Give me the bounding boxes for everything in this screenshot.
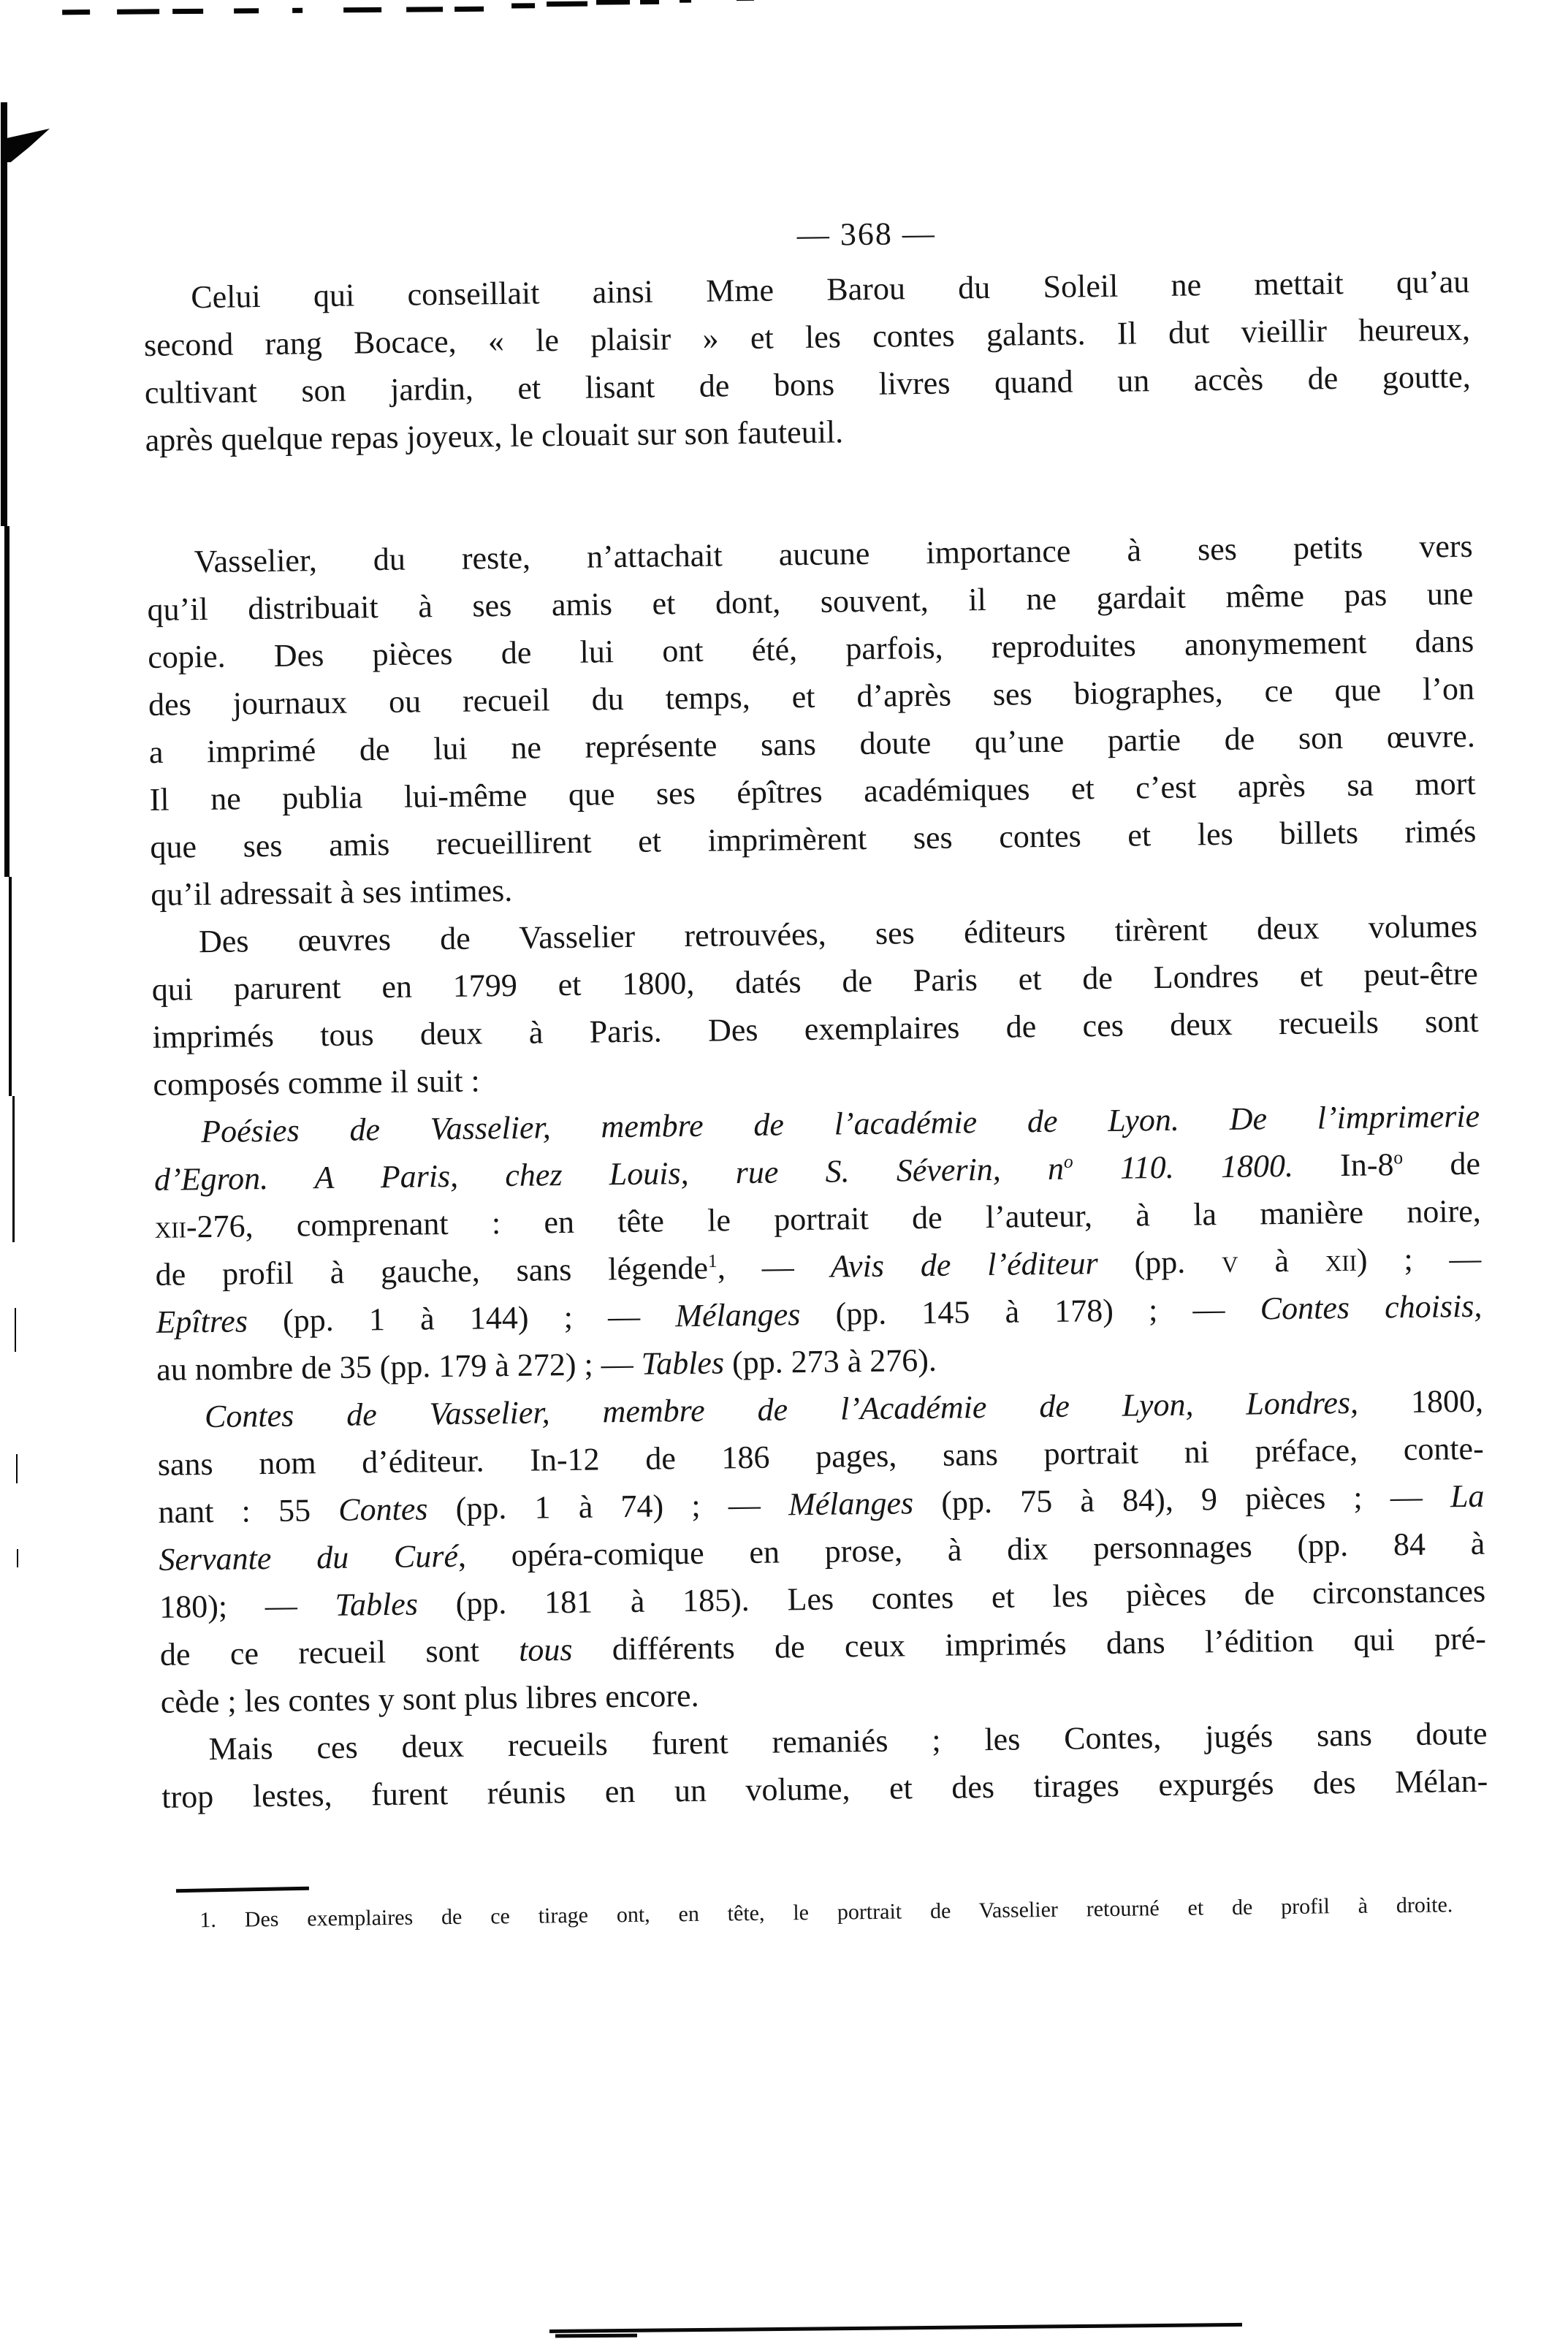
scan-artifact-dash bbox=[406, 7, 443, 12]
text-run: -276, comprenant : en tête le portrait de l’auteur, à la manière noire, bbox=[186, 1193, 1482, 1245]
text-run: Epîtres bbox=[156, 1303, 248, 1340]
text-run: nant : 55 bbox=[158, 1491, 339, 1530]
text-run: v bbox=[1221, 1243, 1238, 1280]
text-run: à bbox=[1238, 1242, 1326, 1279]
text-run: cède ; les contes y sont plus libres encore. bbox=[160, 1677, 699, 1720]
scan-artifact-dash bbox=[454, 7, 484, 12]
text-run: Tables bbox=[641, 1345, 725, 1382]
scan-artifact-left-dash bbox=[16, 1454, 18, 1483]
text-run: xii bbox=[1325, 1241, 1358, 1279]
scan-artifact-top-dashes bbox=[0, 0, 1568, 29]
paragraph bbox=[151, 902, 1480, 1108]
scan-artifact-left-line bbox=[9, 877, 12, 1096]
text-run: après quelque repas joyeux, le clouait sur son fauteuil. bbox=[145, 414, 844, 458]
scan-artifact-dash bbox=[547, 1, 587, 7]
scan-artifact-left-line bbox=[1, 102, 7, 526]
text-run: de ce recueil sont bbox=[159, 1632, 520, 1673]
text-run: , opéra-comique en prose, à dix personnages (pp. 84 à bbox=[457, 1525, 1485, 1574]
footnote-rule bbox=[176, 1887, 309, 1893]
text-run: Des œuvres de Vasselier retrouvées, ses éditeurs tirèrent deux volumes bbox=[198, 908, 1478, 960]
text-run: Mélanges bbox=[674, 1296, 801, 1334]
scan-artifact-dash bbox=[596, 0, 630, 5]
text-run: Poésies de Vasselier, membre de l’académie de Lyon. De l’imprimerie bbox=[200, 1098, 1480, 1150]
text-run: composés comme il suit : bbox=[153, 1062, 481, 1103]
text-run: cultivant son jardin, et lisant de bons livres quand un accès de goutte, bbox=[144, 358, 1472, 411]
scan-artifact-dash bbox=[234, 8, 259, 13]
text-run: qu’il distribuait à ses amis et dont, souvent, il ne gardait même pas une bbox=[147, 575, 1474, 628]
scan-artifact-dash bbox=[511, 3, 535, 8]
text-run: Servante du Curé bbox=[159, 1537, 459, 1578]
scan-artifact-dash bbox=[62, 9, 90, 15]
text-block bbox=[142, 203, 1490, 1938]
text-run: La bbox=[1450, 1477, 1485, 1515]
text-run: trop lestes, furent réunis en un volume, et des tirages expurgés des Mélan- bbox=[161, 1762, 1488, 1815]
text-run: 1800, bbox=[1358, 1383, 1484, 1420]
text-line bbox=[199, 1888, 1453, 1937]
text-run: sans nom d’éditeur. In-12 de 186 pages, sans portrait ni préface, conte- bbox=[157, 1430, 1484, 1483]
footnote bbox=[199, 1888, 1453, 1937]
text-run: 110. 1800. bbox=[1073, 1147, 1294, 1187]
text-run: (pp. bbox=[1097, 1244, 1222, 1282]
scan-artifact-dash bbox=[343, 7, 381, 12]
scan-artifact-dash bbox=[737, 0, 754, 1]
scan-artifact-bottom-line bbox=[555, 2334, 637, 2338]
scan-artifact-left-dash bbox=[17, 1549, 18, 1567]
text-run: 1. Des exemplaires de ce tirage ont, en tête, le portrait de Vasselier retourné et de profil à droite. bbox=[199, 1893, 1453, 1933]
scan-artifact-dash bbox=[680, 0, 691, 3]
text-run: au nombre de 35 (pp. 179 à 272) ; — bbox=[156, 1345, 642, 1388]
text-run: Contes choisis, bbox=[1260, 1288, 1483, 1327]
text-run: imprimés tous deux à Paris. Des exemplaires de ces deux recueils sont bbox=[152, 1003, 1479, 1055]
scan-artifact-dash bbox=[640, 0, 659, 4]
text-run: (pp. 1 à 144) ; — bbox=[247, 1298, 676, 1339]
text-run: qu’il adressait à ses intimes. bbox=[150, 872, 513, 913]
paragraph bbox=[153, 1092, 1483, 1393]
text-run: (pp. 1 à 74) ; — bbox=[427, 1486, 789, 1527]
text-run: de profil à gauche, sans légende bbox=[155, 1250, 709, 1293]
text-run: Mélanges bbox=[788, 1485, 914, 1523]
scan-artifact-left-line bbox=[12, 1096, 15, 1242]
text-run: (pp. 273 à 276). bbox=[723, 1342, 937, 1381]
text-run: second rang Bocace, « le plaisir » et les contes galants. Il dut vieillir heureux, bbox=[143, 311, 1471, 363]
text-run: xii bbox=[154, 1209, 187, 1245]
scan-artifact-bottom-line bbox=[549, 2323, 1242, 2333]
text-run: Tables bbox=[335, 1586, 419, 1623]
text-run: Contes de Vasselier, membre de l’Académie de Lyon, Londres, bbox=[204, 1384, 1359, 1435]
page-number: — 368 — bbox=[796, 215, 937, 254]
text-run: a imprimé de lui ne représente sans doute qu’une partie de son œuvre. bbox=[148, 718, 1476, 770]
text-run: Avis de l’éditeur bbox=[830, 1245, 1098, 1285]
paragraph bbox=[161, 1710, 1488, 1821]
scan-artifact-dash bbox=[292, 8, 302, 13]
text-run: qui parurent en 1799 et 1800, datés de Paris et de Londres et peut-être bbox=[151, 955, 1479, 1008]
scan-artifact-dash bbox=[117, 9, 159, 14]
text-run: tous bbox=[518, 1631, 573, 1668]
text-run: que ses amis recueillirent et imprimèrent ses contes et les billets rimés bbox=[150, 813, 1477, 865]
text-run: Vasselier, du reste, n’attachait aucune importance à ses petits vers bbox=[194, 528, 1473, 580]
text-run: Mais ces deux recueils furent remaniés ; les Contes, jugés sans doute bbox=[208, 1715, 1488, 1768]
text-run: (pp. 75 à 84), 9 pièces ; — bbox=[913, 1478, 1451, 1521]
text-run: Il ne publia lui-même que ses épîtres académiques et c’est après sa mort bbox=[149, 765, 1476, 818]
paragraph bbox=[143, 258, 1472, 464]
text-run: copie. Des pièces de lui ont été, parfois, reproduites anonymement dans bbox=[148, 623, 1474, 675]
text-run: des journaux ou recueil du temps, et d’après ses biographes, ce que l’on bbox=[148, 670, 1475, 723]
text-run: (pp. 145 à 178) ; — bbox=[800, 1290, 1261, 1333]
scan-artifact-dash bbox=[172, 9, 203, 14]
text-run: , — bbox=[717, 1248, 831, 1286]
text-run: ) ; — bbox=[1356, 1240, 1482, 1278]
scan-artifact-left-dash bbox=[15, 1308, 16, 1352]
text-run: (pp. 181 à 185). Les contes et les pièces de circonstances bbox=[417, 1572, 1486, 1622]
text-run: In-8 bbox=[1293, 1146, 1394, 1184]
text-run: d’Egron. A Paris, chez Louis, rue S. Séverin, n bbox=[153, 1150, 1065, 1198]
text-run: Contes bbox=[338, 1491, 428, 1528]
text-run: o bbox=[1063, 1150, 1073, 1173]
body-text bbox=[143, 258, 1488, 1821]
text-run: Celui qui conseillait ainsi Mme Barou du Soleil ne mettait qu’au bbox=[191, 263, 1470, 316]
paragraph bbox=[146, 522, 1477, 919]
text-run: o bbox=[1393, 1146, 1404, 1168]
scan-artifact-left-line bbox=[4, 526, 9, 877]
paragraph bbox=[157, 1377, 1487, 1726]
scan-artifact-ink-blob bbox=[4, 129, 50, 162]
text-run: 180); — bbox=[159, 1586, 335, 1625]
text-run: 1 bbox=[707, 1250, 718, 1271]
text-run: de bbox=[1402, 1145, 1481, 1183]
text-run: différents de ceux imprimés dans l’édition qui pré- bbox=[572, 1620, 1487, 1667]
